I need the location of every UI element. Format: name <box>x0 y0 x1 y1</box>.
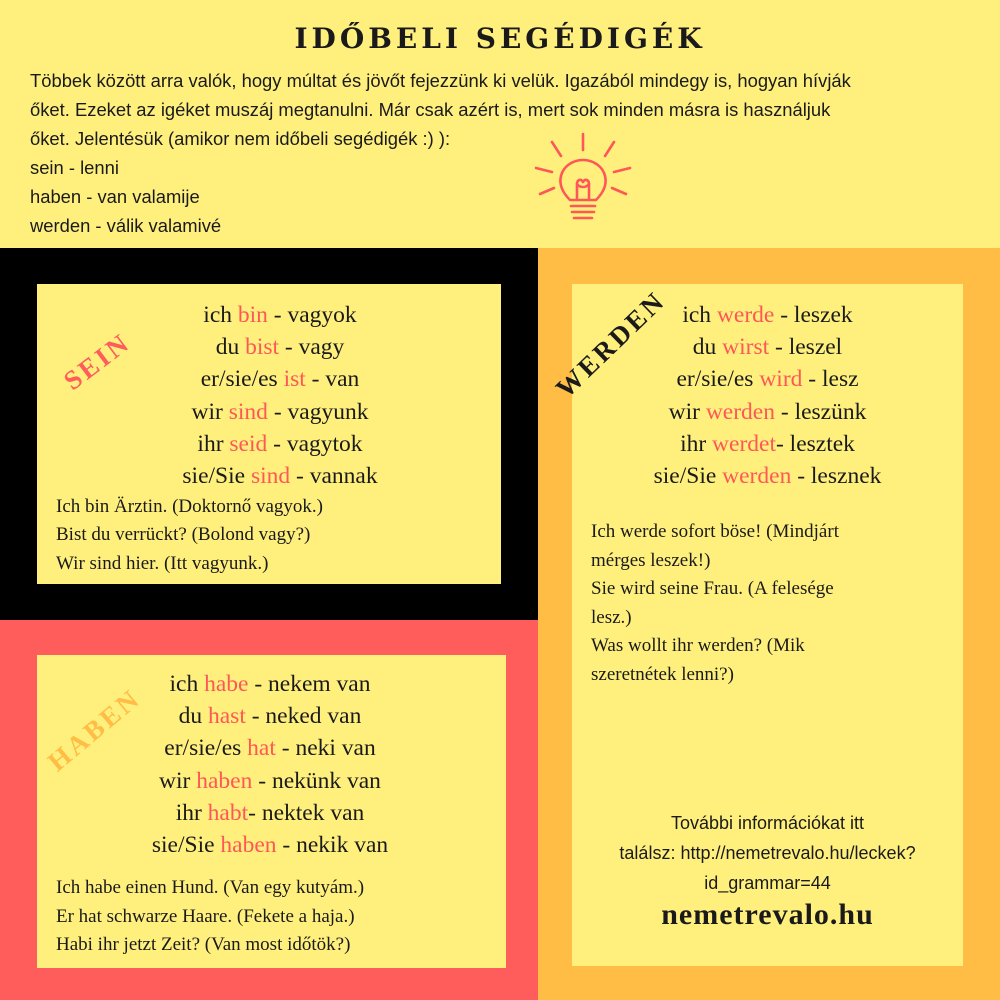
werden-examples <box>591 518 931 689</box>
translation: - leszel <box>769 334 843 361</box>
translation: - nekünk van <box>252 767 381 794</box>
verb-form: wird <box>759 366 803 393</box>
werden-label: WERDEN <box>550 285 672 404</box>
translation: - van <box>305 366 360 393</box>
conjugation-row <box>570 331 965 363</box>
verb-form: hast <box>208 703 246 730</box>
conjugation-row <box>75 668 465 700</box>
haben-examples <box>56 874 364 960</box>
verb-form: seid <box>229 430 268 457</box>
pronoun: er/sie/es <box>164 735 248 762</box>
example-sentence: Bist du verrückt? (Bolond vagy?) <box>56 524 311 546</box>
verb-form: bin <box>237 302 268 328</box>
site-name: nemetrevalo.hu <box>661 898 874 931</box>
pronoun: wir <box>668 398 706 425</box>
conjugation-row <box>570 428 965 460</box>
example-sentence: Sie wird seine Frau. (A felesége <box>591 578 834 599</box>
pronoun: ihr <box>680 430 713 457</box>
example-sentence: mérges leszek!) <box>591 549 711 571</box>
verb-form: bist <box>245 334 280 361</box>
haben-label: HABEN <box>42 682 147 777</box>
pronoun: ihr <box>197 430 230 457</box>
conjugation-row <box>570 460 965 492</box>
conjugation-row <box>80 331 480 363</box>
intro-line: őket. Ezeket az igéket muszáj megtanulni. Már csak azért is, mert sok minden másra is használjuk <box>30 99 831 120</box>
verb-form: werde <box>716 302 775 328</box>
example-sentence: Ich werde sofort böse! (Mindjárt <box>591 521 839 542</box>
verb-form: hat <box>247 735 276 762</box>
pronoun: ich <box>682 302 717 328</box>
conjugation-row <box>80 396 480 428</box>
conjugation-row <box>80 428 480 460</box>
conjugation-row <box>80 363 480 395</box>
pronoun: sie/Sie <box>653 463 723 490</box>
conjugation-row <box>570 363 965 395</box>
verb-form: habe <box>204 671 249 697</box>
translation: - leszünk <box>775 398 867 425</box>
verb-form: ist <box>283 366 306 393</box>
example-sentence: Habi ihr jetzt Zeit? (Van most időtök?) <box>56 934 351 955</box>
sein-label: SEIN <box>58 326 136 396</box>
example-sentence: szeretnétek lenni?) <box>591 663 734 685</box>
lightbulb-icon <box>532 132 634 228</box>
verb-form: werden <box>705 398 775 425</box>
conjugation-row <box>75 797 465 829</box>
info-line: További információkat itt <box>670 813 865 833</box>
pronoun: er/sie/es <box>676 366 760 393</box>
pronoun: du <box>692 334 723 361</box>
conjugation-row <box>570 396 965 428</box>
pronoun: sie/Sie <box>151 832 221 859</box>
werden-conjugation <box>570 299 965 492</box>
intro-line: Többek között arra valók, hogy múltat és jövőt fejezzünk ki velük. Igazából mindegy is, hogyan hívják <box>30 70 851 91</box>
verb-form: sind <box>228 398 268 425</box>
translation: - leszek <box>774 302 853 328</box>
sein-conjugation <box>80 299 480 492</box>
translation: - vannak <box>290 463 378 490</box>
translation: - vagy <box>279 334 345 361</box>
example-sentence: Ich bin Ärztin. (Doktornő vagyok.) <box>56 496 323 517</box>
conjugation-row <box>75 732 465 764</box>
pronoun: wir <box>191 398 229 425</box>
translation: - vagyok <box>267 302 357 328</box>
verb-form: sind <box>250 463 291 490</box>
verb-form: haben <box>220 832 277 859</box>
intro-text <box>30 66 980 240</box>
conjugation-row <box>75 700 465 732</box>
pronoun: ich <box>203 302 238 328</box>
translation: - lesznek <box>791 463 882 490</box>
translation: - nekik van <box>276 832 389 859</box>
pronoun: ihr <box>175 799 208 826</box>
conjugation-row <box>75 765 465 797</box>
translation: - lesztek <box>775 430 855 457</box>
verb-form: werdet <box>712 430 776 457</box>
example-sentence: Was wollt ihr werden? (Mik <box>591 635 805 656</box>
example-sentence: Ich habe einen Hund. (Van egy kutyám.) <box>56 877 365 898</box>
translation: - neki van <box>275 735 376 762</box>
translation: - nektek van <box>248 799 365 826</box>
intro-line-sein: sein - lenni <box>30 157 119 178</box>
more-info-text <box>580 808 955 898</box>
verb-form: habt <box>207 799 249 826</box>
pronoun: du <box>215 334 246 361</box>
translation: - neked van <box>245 703 362 730</box>
pronoun: er/sie/es <box>200 366 284 393</box>
intro-line-haben: haben - van valamije <box>30 186 200 207</box>
sein-examples <box>56 493 323 578</box>
intro-line-werden: werden - válik valamivé <box>30 215 222 236</box>
pronoun: ich <box>169 671 205 697</box>
example-sentence: lesz.) <box>591 606 632 628</box>
page-title: IDŐBELI SEGÉDIGÉK <box>294 22 706 55</box>
example-sentence: Wir sind hier. (Itt vagyunk.) <box>56 552 269 574</box>
haben-conjugation <box>75 668 465 861</box>
conjugation-row <box>80 299 480 331</box>
conjugation-row <box>75 829 465 861</box>
verb-form: werden <box>722 463 792 490</box>
verb-form: haben <box>196 767 253 794</box>
translation: - nekem van <box>248 671 371 697</box>
info-link-continued[interactable]: id_grammar=44 <box>704 873 831 893</box>
conjugation-row <box>80 460 480 492</box>
example-sentence: Er hat schwarze Haare. (Fekete a haja.) <box>56 905 355 927</box>
info-link[interactable]: találsz: http://nemetrevalo.hu/leckek? <box>619 843 916 863</box>
translation: - vagytok <box>267 430 363 457</box>
pronoun: du <box>178 703 208 730</box>
pronoun: sie/Sie <box>182 463 251 490</box>
pronoun: wir <box>159 767 197 794</box>
intro-line: őket. Jelentésük (amikor nem időbeli segédigék :) ): <box>30 128 451 149</box>
conjugation-row <box>570 299 965 331</box>
verb-form: wirst <box>722 334 770 361</box>
translation: - vagyunk <box>267 398 369 425</box>
translation: - lesz <box>802 366 859 393</box>
